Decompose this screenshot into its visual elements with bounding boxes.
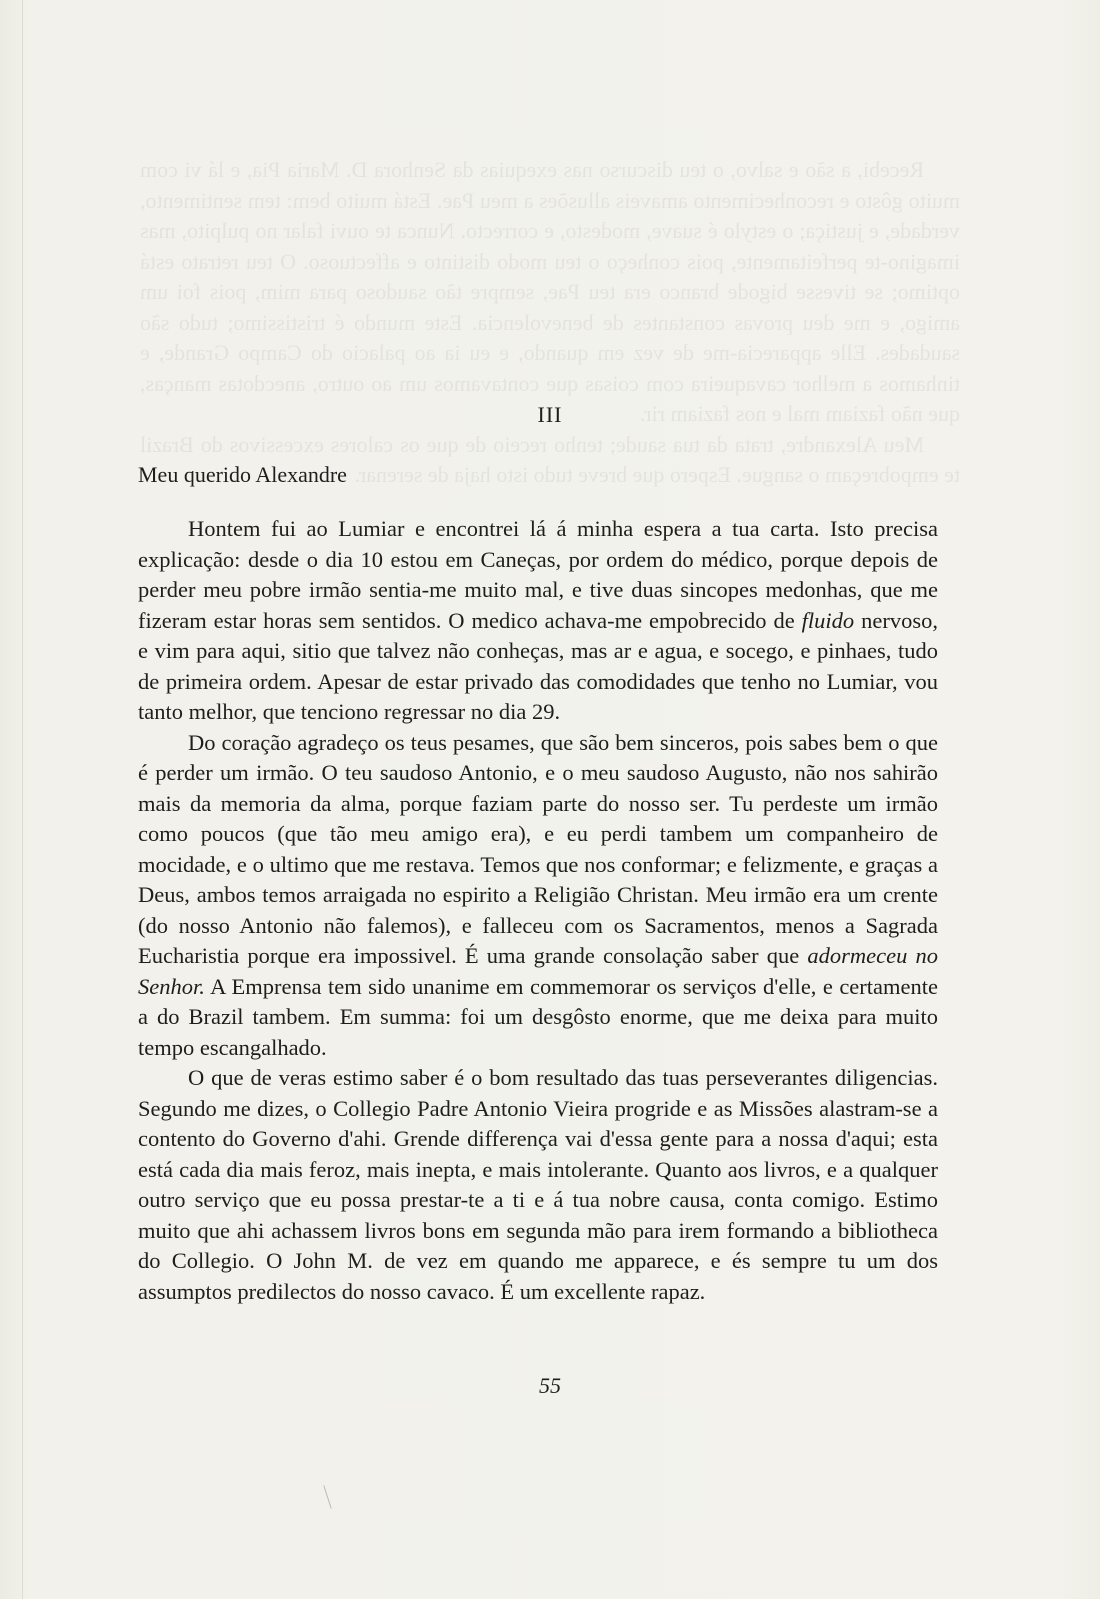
italic-text-segment: fluido [801, 607, 855, 633]
letter-body [138, 514, 938, 1307]
text-segment: Hontem fui ao Lumiar e encontrei lá á minha espera a tua carta. Isto precisa explicação: desde o dia 10 estou em Caneças, por ordem do médico, porque depois de perder meu pobre irmão sentia-me muito mal, e tive duas sincopes medonhas, que me fizeram estar horas sem sentidos. O medico achava-me empobrecido de [138, 516, 938, 633]
italic-text-segment: adormeceu no Senhor. [138, 943, 939, 999]
text-segment: Do coração agradeço os teus pesames, que são bem sinceros, pois sabes bem o que é perder um irmão. O teu saudoso Antonio, e o meu saudoso Augusto, não nos sahirão mais da memoria da alma, porque faziam parte do nosso ser. Tu perdeste um irmão como poucos (que tão meu amigo era), e eu perdi tambem um companheiro de mocidade, e o ultimo que me restava. Temos que nos conformar; e felizmente, e graças a Deus, ambos temos arraigada no espirito a Religião Christan. Meu irmão era um crente (do nosso Antonio não falemos), e falleceu com os Sacramentos, menos a Sagrada Eucharistia porque era impossivel. É uma grande consolação saber que [138, 729, 938, 968]
paragraph [138, 1063, 938, 1307]
text-segment: nervoso, e vim para aqui, sitio que talvez não conheças, mas ar e agua, e socego, e pinhaes, tudo de primeira ordem. Apesar de estar privado das comodidades que tenho no Lumiar, vou tanto melhor, que tenciono regressar no dia 29. [138, 607, 938, 724]
chapter-heading: III [537, 402, 563, 427]
paragraph [138, 728, 938, 1064]
page-gutter-line [22, 0, 23, 1599]
text-segment: O que de veras estimo saber é o bom resultado das tuas perseverantes diligencias. Segundo me dizes, o Collegio Padre Antonio Vieira progride e as Missões alastram-se a contento do Governo d'ahi. Grende differença vai d'essa gente para a nossa d'aqui; esta está cada dia mais feroz, mais inepta, e mais intolerante. Quanto aos livros, e a qualquer outro serviço que eu possa prestar-te a ti e á tua nobre causa, conta comigo. Estimo muito que ahi achassem livros bons em segunda mão para irem formando a bibliotheca do Collegio. O John M. de vez em quando me apparece, e és sempre tu um dos assumptos predilectos do nosso cavaco. É um excellente rapaz. [138, 1065, 938, 1304]
show-through-text [140, 155, 960, 491]
page-number: 55 [539, 1373, 561, 1398]
letter-salutation: Meu querido Alexandre [138, 462, 347, 487]
text-segment: A Emprensa tem sido unanime em commemorar os serviços d'elle, e certamente a do Brazil tambem. Em summa: foi um desgôsto enorme, que me deixa para muito tempo escangalhado. [138, 973, 938, 1060]
show-through-paragraph: Meu Alexandre, trata da tua saude; tenho receio de que os calores excessivos do Brazil te empobreçam o sangue. Espero que breve tudo isto haja de serenar. [140, 431, 960, 487]
pencil-mark [323, 1485, 331, 1508]
show-through-paragraph: Recebi, a são e salvo, o teu discurso nas exequias da Senhora D. Maria Pia, e lá vi com muito gôsto e reconhecimento amaveis allusões a meu Pae. Está muito bem: tem sentimento, verdade, e justiça; o estylo é suave, modesto, e correcto. Nunca te ouvi falar no pulpito, mas imagino-te perfeitamente, pois conheço o teu modo distinto e affectuoso. O teu retrato está optimo; se tivesse bigode branco era teu Pae, sempre tão saudoso para mim, pois foi um amigo, e me deu provas constantes de benevolencia. Este mundo é tristissimo; tudo são saudades. Elle apparecia-me de vez em quando, e eu ia ao palacio do Campo Grande, e tinhamos a melhor cavaqueira com coisas que contavamos um ao outro, anecdotas manças, que não faziam mal e nos faziam rir. [140, 157, 960, 426]
paragraph [138, 514, 938, 728]
